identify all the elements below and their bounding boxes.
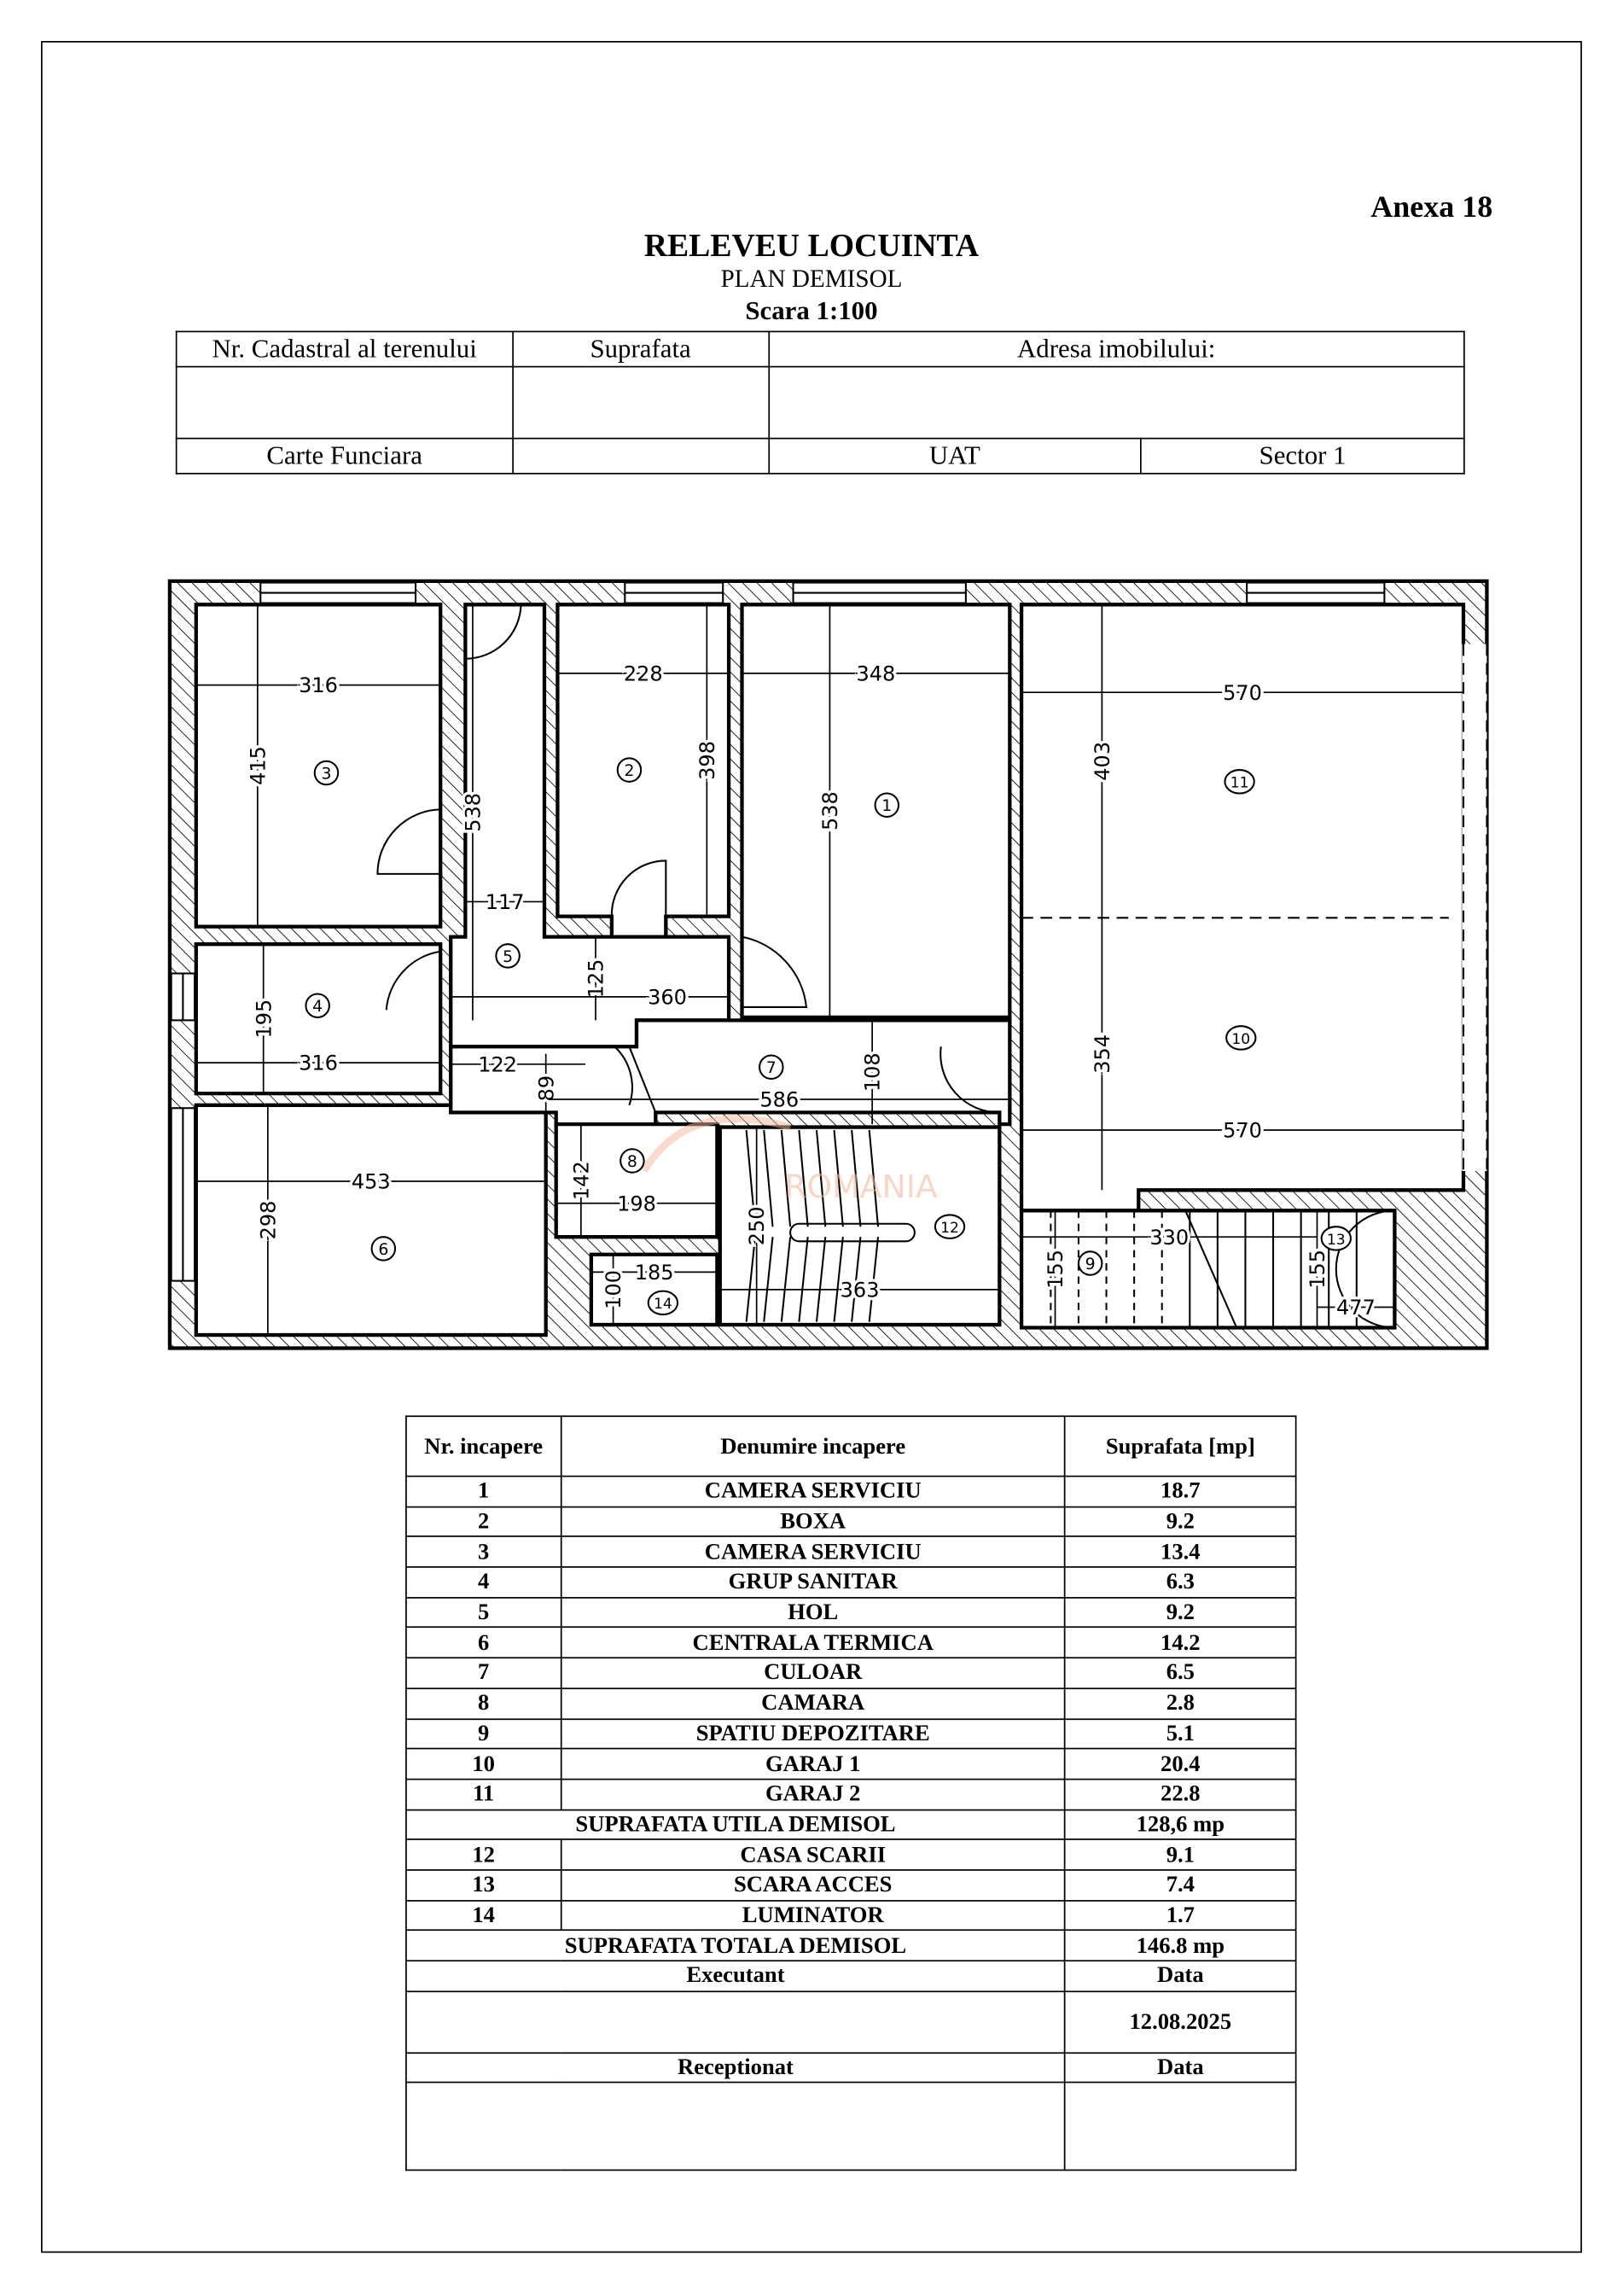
room-tag-label: 9 — [1085, 1254, 1096, 1273]
dimension-label: 155 — [1306, 1249, 1330, 1289]
dimension-label: 538 — [817, 791, 842, 831]
cadastral-label: Nr. Cadastral al terenului — [177, 331, 513, 366]
rooms-table — [405, 1415, 1296, 2171]
dimension-label: 100 — [602, 1270, 626, 1309]
cell-name: CULOAR — [561, 1658, 1065, 1687]
cell-nr: 11 — [406, 1779, 561, 1809]
dimension-label: 415 — [246, 746, 270, 785]
cell-area: 7.4 — [1065, 1870, 1296, 1900]
date-value: 12.08.2025 — [1065, 1991, 1296, 2053]
cell-nr: 8 — [406, 1688, 561, 1718]
dimension-label: 316 — [299, 673, 338, 698]
dimension-label: 89 — [534, 1075, 559, 1102]
cell-nr: 10 — [406, 1749, 561, 1779]
dimension-label: 117 — [485, 890, 525, 915]
cell-nr: 2 — [406, 1506, 561, 1536]
dimension-label: 108 — [860, 1052, 885, 1093]
cell-area: 13.4 — [1065, 1537, 1296, 1567]
dimension-label: 570 — [1223, 680, 1262, 705]
received-date — [1065, 2083, 1296, 2171]
dimension-label: 250 — [745, 1206, 770, 1246]
dimension-label: 195 — [252, 999, 276, 1039]
dimension-label: 477 — [1336, 1296, 1376, 1320]
dimension-label: 198 — [617, 1192, 656, 1216]
room-tag-label: 11 — [1230, 774, 1249, 792]
cell-name: HOL — [561, 1597, 1065, 1627]
cell-name: CAMERA SERVICIU — [561, 1477, 1065, 1506]
table-row — [406, 1839, 1296, 1869]
table-row — [406, 1900, 1296, 1930]
cell-area: 14.2 — [1065, 1628, 1296, 1658]
table-row — [406, 1597, 1296, 1627]
dimension-label: 298 — [256, 1200, 281, 1240]
table-row — [406, 1506, 1296, 1536]
dimension-label: 348 — [856, 661, 896, 686]
executant-label: Executant — [406, 1961, 1065, 1990]
cell-name: CAMERA SERVICIU — [561, 1537, 1065, 1567]
land-book-label: Carte Funciara — [177, 439, 513, 474]
document-subtitle: PLAN DEMISOL — [720, 265, 903, 293]
cell-area: 9.2 — [1065, 1506, 1296, 1536]
received-signature — [406, 2083, 1065, 2171]
dimension-label: 125 — [584, 959, 608, 999]
table-row — [406, 1537, 1296, 1567]
dimension-label: 155 — [1044, 1249, 1068, 1289]
room-outlines — [196, 604, 1487, 1335]
table-row — [406, 1718, 1296, 1748]
room-tag-label: 2 — [624, 760, 635, 780]
dimension-label: 360 — [648, 985, 687, 1010]
table-row — [406, 1628, 1296, 1658]
cell-name: BOXA — [561, 1506, 1065, 1536]
cell-name: GARAJ 2 — [561, 1779, 1065, 1809]
room-tag-label: 14 — [653, 1296, 672, 1314]
dimension-label: 122 — [478, 1052, 518, 1077]
cell-area: 5.1 — [1065, 1718, 1296, 1748]
room-tag-label: 8 — [626, 1151, 637, 1171]
surface-label: Suprafata — [513, 331, 769, 366]
document-title: RELEVEU LOCUINTA — [643, 226, 980, 264]
table-row — [406, 1779, 1296, 1809]
uat-label: UAT — [769, 439, 1142, 474]
dimension-label: 330 — [1149, 1225, 1190, 1250]
cell-area: 9.1 — [1065, 1839, 1296, 1869]
address-label: Adresa imobilului: — [769, 331, 1464, 366]
date-label-2: Data — [1065, 2053, 1296, 2083]
cell-name: LUMINATOR — [561, 1900, 1065, 1930]
room-tag-label: 3 — [321, 764, 332, 784]
room-tag-label: 10 — [1231, 1030, 1251, 1048]
room-tag-label: 13 — [1326, 1231, 1346, 1249]
cell-nr: 12 — [406, 1839, 561, 1869]
header-area: Suprafata [mp] — [1065, 1416, 1296, 1476]
cell-nr: 3 — [406, 1537, 561, 1567]
table-row — [406, 1870, 1296, 1900]
cell-name: SPATIU DEPOZITARE — [561, 1718, 1065, 1748]
executant-signature — [406, 1991, 1065, 2053]
cell-area: 9.2 — [1065, 1597, 1296, 1627]
room-tag-label: 7 — [765, 1058, 777, 1078]
cell-area: 20.4 — [1065, 1749, 1296, 1779]
cell-name: SCARA ACCES — [561, 1870, 1065, 1900]
watermark-logo: ROMANIA — [784, 1167, 938, 1205]
dimension-label: 570 — [1223, 1118, 1262, 1143]
cell-nr: 7 — [406, 1658, 561, 1687]
cell-area: 2.8 — [1065, 1688, 1296, 1718]
dimension-label: 586 — [759, 1087, 800, 1112]
received-label: Receptionat — [406, 2053, 1065, 2083]
sector-value: Sector 1 — [1141, 439, 1464, 474]
scale-label: Scara 1:100 — [745, 295, 878, 325]
dimension-label: 538 — [461, 792, 486, 832]
dimension-label: 403 — [1090, 741, 1114, 781]
room-tag-label: 1 — [881, 796, 893, 816]
garage-opening — [1462, 644, 1486, 1171]
cell-nr: 6 — [406, 1628, 561, 1658]
table-row — [406, 1477, 1296, 1506]
cell-area: 6.5 — [1065, 1658, 1296, 1687]
room-6-outline — [196, 1105, 546, 1335]
cell-name: GARAJ 1 — [561, 1749, 1065, 1779]
grand-total-value: 146.8 mp — [1065, 1931, 1296, 1961]
cell-name: CAMARA — [561, 1688, 1065, 1718]
cell-area: 22.8 — [1065, 1779, 1296, 1809]
dimension-label: 398 — [695, 741, 719, 780]
cell-area: 1.7 — [1065, 1900, 1296, 1930]
cell-nr: 1 — [406, 1477, 561, 1506]
cell-nr: 9 — [406, 1718, 561, 1748]
table-row — [406, 1567, 1296, 1597]
header-nr: Nr. incapere — [406, 1416, 561, 1476]
cell-name: CASA SCARII — [561, 1839, 1065, 1869]
table-row — [406, 1688, 1296, 1718]
table-row — [406, 1658, 1296, 1687]
annex-label: Anexa 18 — [1370, 189, 1493, 224]
cell-name: CENTRALA TERMICA — [561, 1628, 1065, 1658]
dimension-label: 363 — [840, 1278, 880, 1302]
dimension-label: 185 — [634, 1260, 674, 1285]
dimension-label: 354 — [1090, 1034, 1114, 1074]
room-tag-label: 4 — [312, 997, 323, 1017]
table-row — [406, 1749, 1296, 1779]
grand-total-label: SUPRAFATA TOTALA DEMISOL — [406, 1931, 1065, 1961]
header-name: Denumire incapere — [561, 1416, 1065, 1476]
rooms-rows — [406, 1477, 1296, 1809]
useful-total-value: 128,6 mp — [1065, 1809, 1296, 1839]
date-label: Data — [1065, 1961, 1296, 1990]
cell-nr: 14 — [406, 1900, 561, 1930]
dimension-label: 453 — [351, 1169, 391, 1194]
cell-nr: 13 — [406, 1870, 561, 1900]
dimension-label: 142 — [569, 1161, 594, 1201]
dimension-label: 316 — [299, 1051, 338, 1075]
cell-name: GRUP SANITAR — [561, 1567, 1065, 1597]
dimension-label: 228 — [623, 661, 663, 686]
room-tag-label: 5 — [503, 947, 514, 966]
useful-total-label: SUPRAFATA UTILA DEMISOL — [406, 1809, 1065, 1839]
cell-area: 6.3 — [1065, 1567, 1296, 1597]
cell-area: 18.7 — [1065, 1477, 1296, 1506]
annex-rooms-rows — [406, 1839, 1296, 1930]
room-tag-label: 6 — [378, 1239, 389, 1259]
room-tag-label: 12 — [940, 1220, 959, 1238]
cell-nr: 4 — [406, 1567, 561, 1597]
cell-nr: 5 — [406, 1597, 561, 1627]
